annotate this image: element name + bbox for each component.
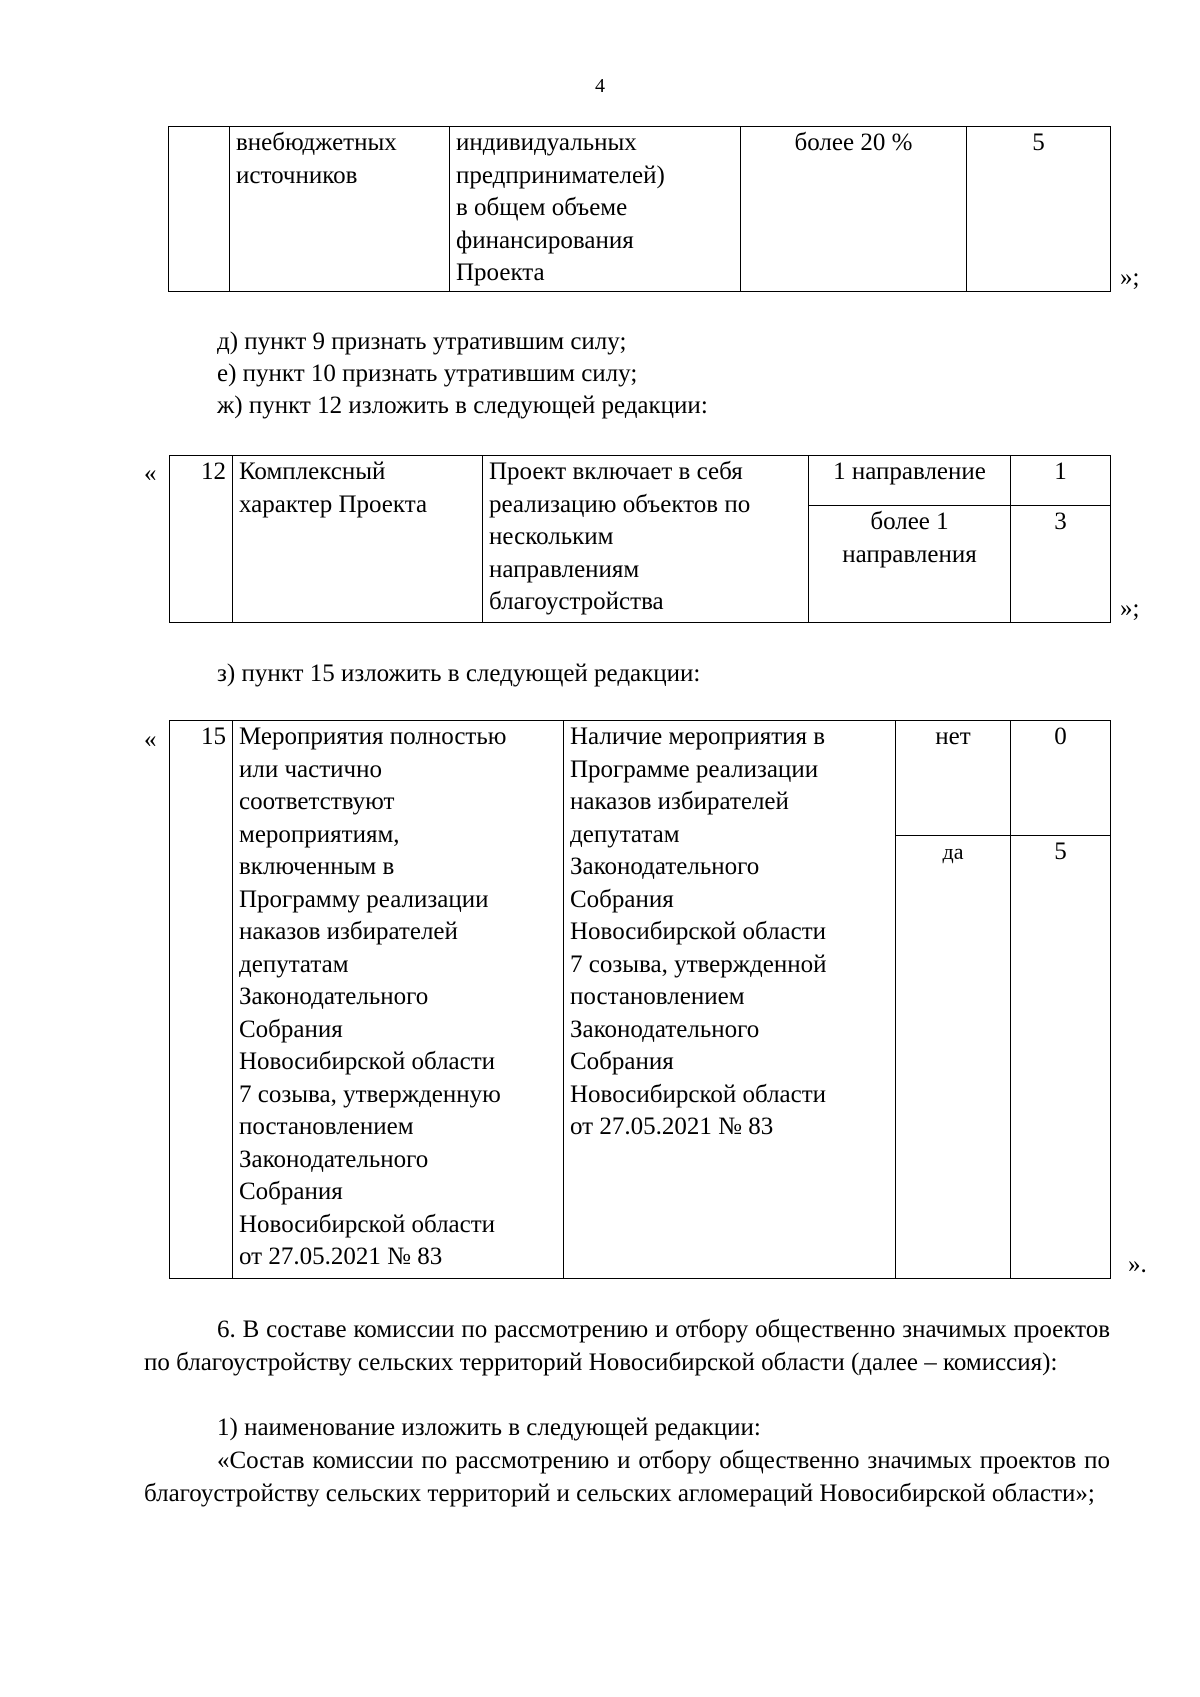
cell-option-2: более 1 направления [809,506,1011,623]
cell-criterion: Мероприятия полностью или частично соответствуют мероприятиям, включенным в Программу реализации наказов избирателей депутатам Законодательного Собрания Новосибирской области 7 созыва, утвержденную постановлением Законодательного Собрания Новосибирской области от 27.05.2021 № 83 [233,721,564,1279]
cell-empty [169,127,230,292]
paragraph-6: 6. В составе комиссии по рассмотрению и отбору общественно значимых проектов по благоустройству сельских территорий Новосибирской области (далее – комиссия): [144,1316,1110,1376]
cell-option-2: да [896,836,1011,1279]
close-quote-12: »; [1120,595,1140,622]
item-e: е) пункт 10 признать утратившим силу; [217,360,638,387]
item-zh: ж) пункт 12 изложить в следующей редакции: [217,392,708,419]
cell-description: Наличие мероприятия в Программе реализации наказов избирателей депутатам Законодательного Собрания Новосибирской области 7 созыва, утвержденной постановлением Законодательного Собрания Новосибирской области от 27.05.2021 № 83 [564,721,896,1279]
quoted-title: «Состав комиссии по рассмотрению и отбору общественно значимых проектов по благоустройству сельских территорий и сельских агломераций Новосибирской области»; [144,1447,1110,1507]
cell-option-1: 1 направление [809,456,1011,506]
table-item-15 [169,720,1111,1279]
cell-indicator: индивидуальных предпринимателей) в общем объеме финансирования Проекта [450,127,741,292]
close-quote-15: ». [1128,1251,1147,1278]
cell-value: более 20 % [741,127,967,292]
cell-score: 5 [967,127,1111,292]
cell-description: Проект включает в себя реализацию объектов по нескольким направлениям благоустройства [483,456,809,623]
cell-number: 15 [170,721,233,1279]
table-item-12 [169,455,1111,623]
open-quote-15: « [144,726,157,753]
cell-criterion: Комплексный характер Проекта [233,456,483,623]
cell-score-1: 1 [1011,456,1111,506]
page-number: 4 [595,75,605,97]
cell-source: внебюджетных источников [230,127,450,292]
cell-option-1: нет [896,721,1011,836]
item-d: д) пункт 9 признать утратившим силу; [217,328,627,355]
table-continuation [168,126,1111,292]
cell-number: 12 [170,456,233,623]
open-quote-12: « [144,460,157,487]
cell-score-2: 3 [1011,506,1111,623]
item-z: з) пункт 15 изложить в следующей редакции: [217,660,701,687]
close-quote-top: »; [1120,264,1140,291]
cell-score-1: 0 [1011,721,1111,836]
cell-score-2: 5 [1011,836,1111,1279]
subitem-1: 1) наименование изложить в следующей редакции: [217,1414,761,1441]
